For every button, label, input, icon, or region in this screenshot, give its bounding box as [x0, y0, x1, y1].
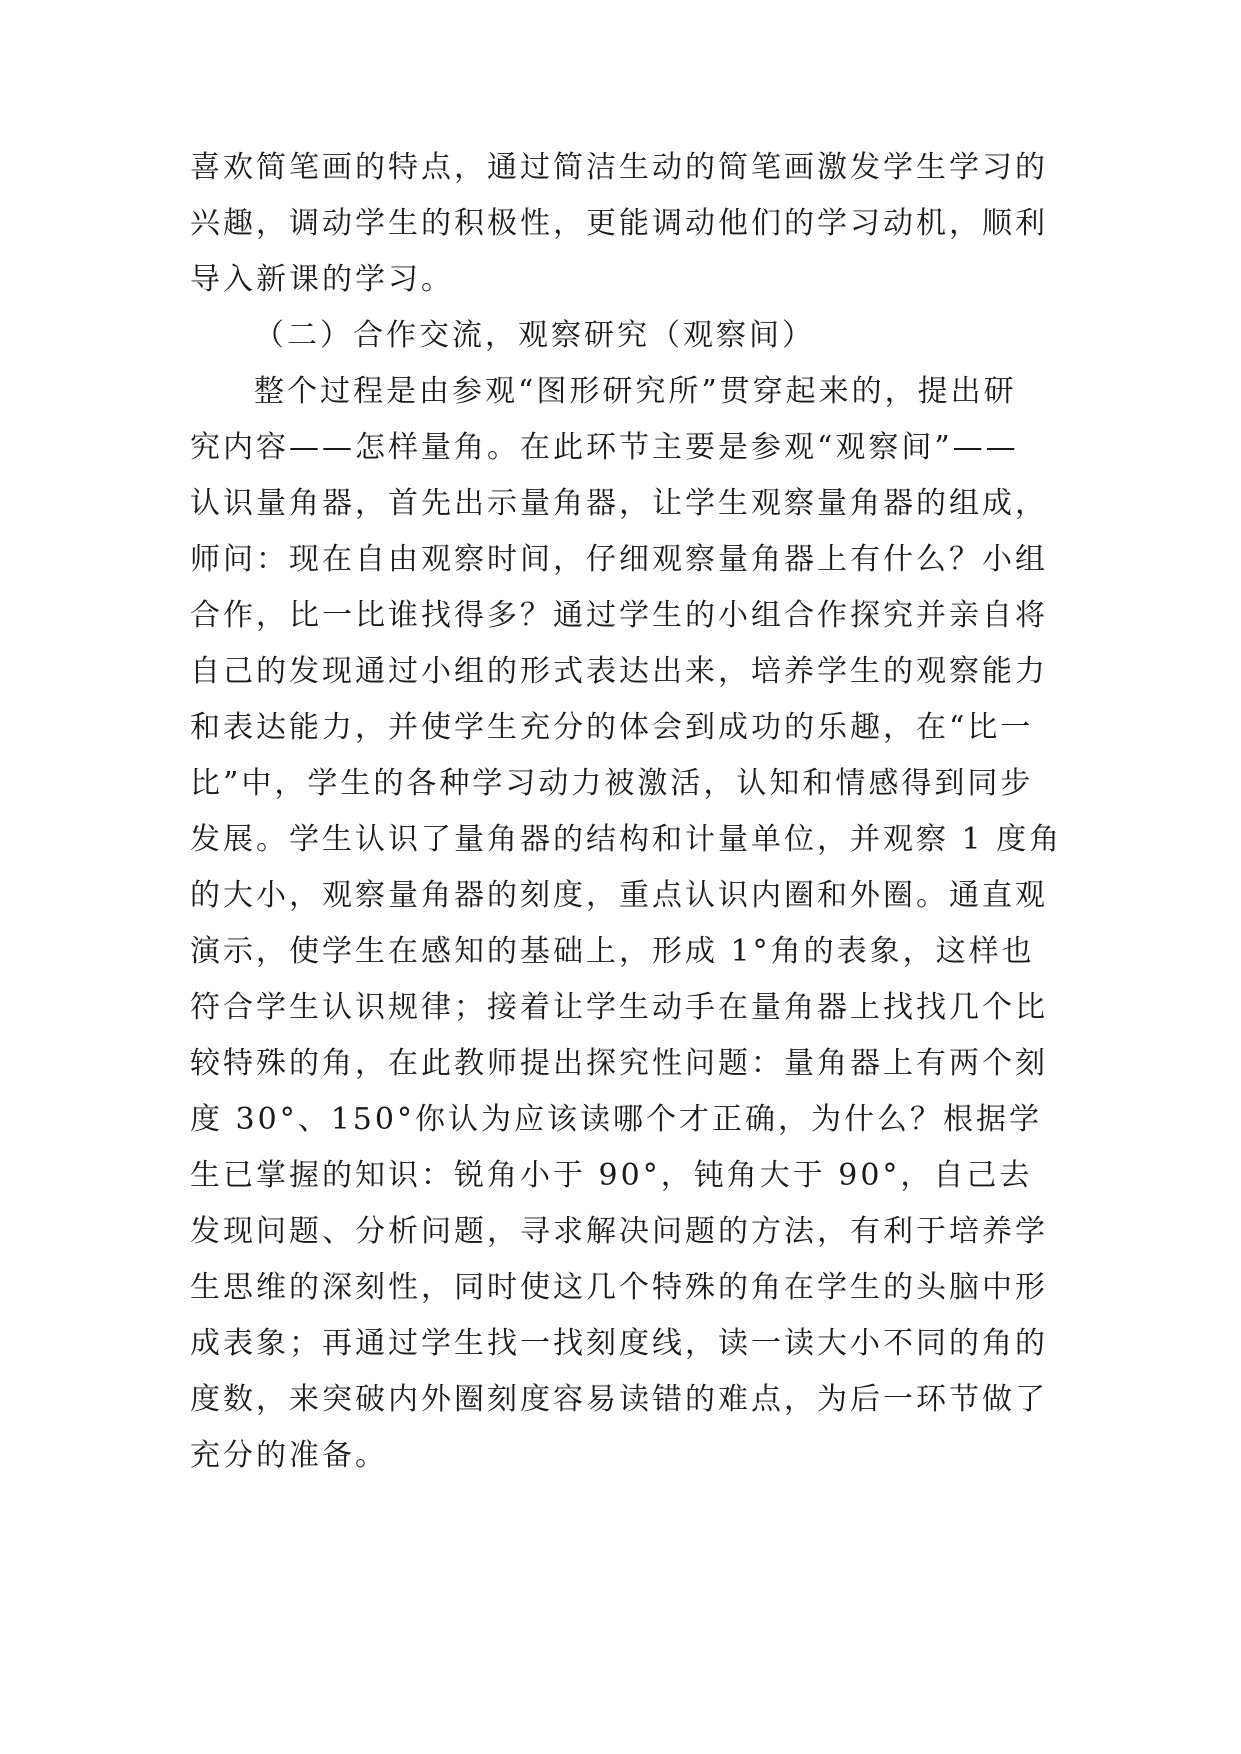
- paragraph-2-line-20: 充分的准备。: [190, 1438, 388, 1473]
- paragraph-2-line-3: 认识量角器，首先出示量角器，让学生观察量角器的组成，: [190, 486, 1048, 521]
- paragraph-2-line-1: 整个过程是由参观“图形研究所”贯穿起来的，提出研: [254, 374, 1017, 409]
- paragraph-2-line-7: 和表达能力，并使学生充分的体会到成功的乐趣，在“比一: [190, 710, 1034, 745]
- paragraph-1-line-2: 兴趣，调动学生的积极性，更能调动他们的学习动机，顺利: [190, 206, 1048, 241]
- paragraph-1-line-3: 导入新课的学习。: [190, 262, 454, 297]
- paragraph-2-line-13: 较特殊的角，在此教师提出探究性问题：量角器上有两个刻: [190, 1046, 1048, 1081]
- paragraph-2-line-18: 成表象；再通过学生找一找刻度线，读一读大小不同的角的: [190, 1326, 1048, 1361]
- section-heading: （二）合作交流，观察研究（观察间）: [254, 318, 815, 353]
- paragraph-2-line-2: 究内容——怎样量角。在此环节主要是参观“观察间”——: [190, 430, 1019, 465]
- paragraph-2-line-11: 演示，使学生在感知的基础上，形成 1°角的表象，这样也: [190, 934, 1035, 969]
- paragraph-2-line-14: 度 30°、150°你认为应该读哪个才正确，为什么？根据学: [190, 1102, 1042, 1137]
- paragraph-2-line-12: 符合学生认识规律；接着让学生动手在量角器上找找几个比: [190, 990, 1048, 1025]
- paragraph-2-line-5: 合作，比一比谁找得多？通过学生的小组合作探究并亲自将: [190, 598, 1048, 633]
- paragraph-2-line-9: 发展。学生认识了量角器的结构和计量单位，并观察 1 度角: [190, 822, 1063, 857]
- paragraph-2-line-10: 的大小，观察量角器的刻度，重点认识内圈和外圈。通直观: [190, 878, 1048, 913]
- paragraph-1-line-1: 喜欢简笔画的特点，通过简洁生动的简笔画激发学生学习的: [190, 150, 1048, 185]
- paragraph-2-line-19: 度数，来突破内外圈刻度容易读错的难点，为后一环节做了: [190, 1382, 1048, 1417]
- paragraph-2-line-17: 生思维的深刻性，同时使这几个特殊的角在学生的头脑中形: [190, 1270, 1048, 1305]
- paragraph-2-line-15: 生已掌握的知识：锐角小于 90°，钝角大于 90°，自己去: [190, 1158, 1033, 1193]
- paragraph-2-line-4: 师问：现在自由观察时间，仔细观察量角器上有什么？小组: [190, 542, 1048, 577]
- paragraph-2-line-6: 自己的发现通过小组的形式表达出来，培养学生的观察能力: [190, 654, 1048, 689]
- paragraph-2-line-16: 发现问题、分析问题，寻求解决问题的方法，有利于培养学: [190, 1214, 1048, 1249]
- paragraph-2-line-8: 比”中，学生的各种学习动力被激活，认知和情感得到同步: [190, 766, 1034, 801]
